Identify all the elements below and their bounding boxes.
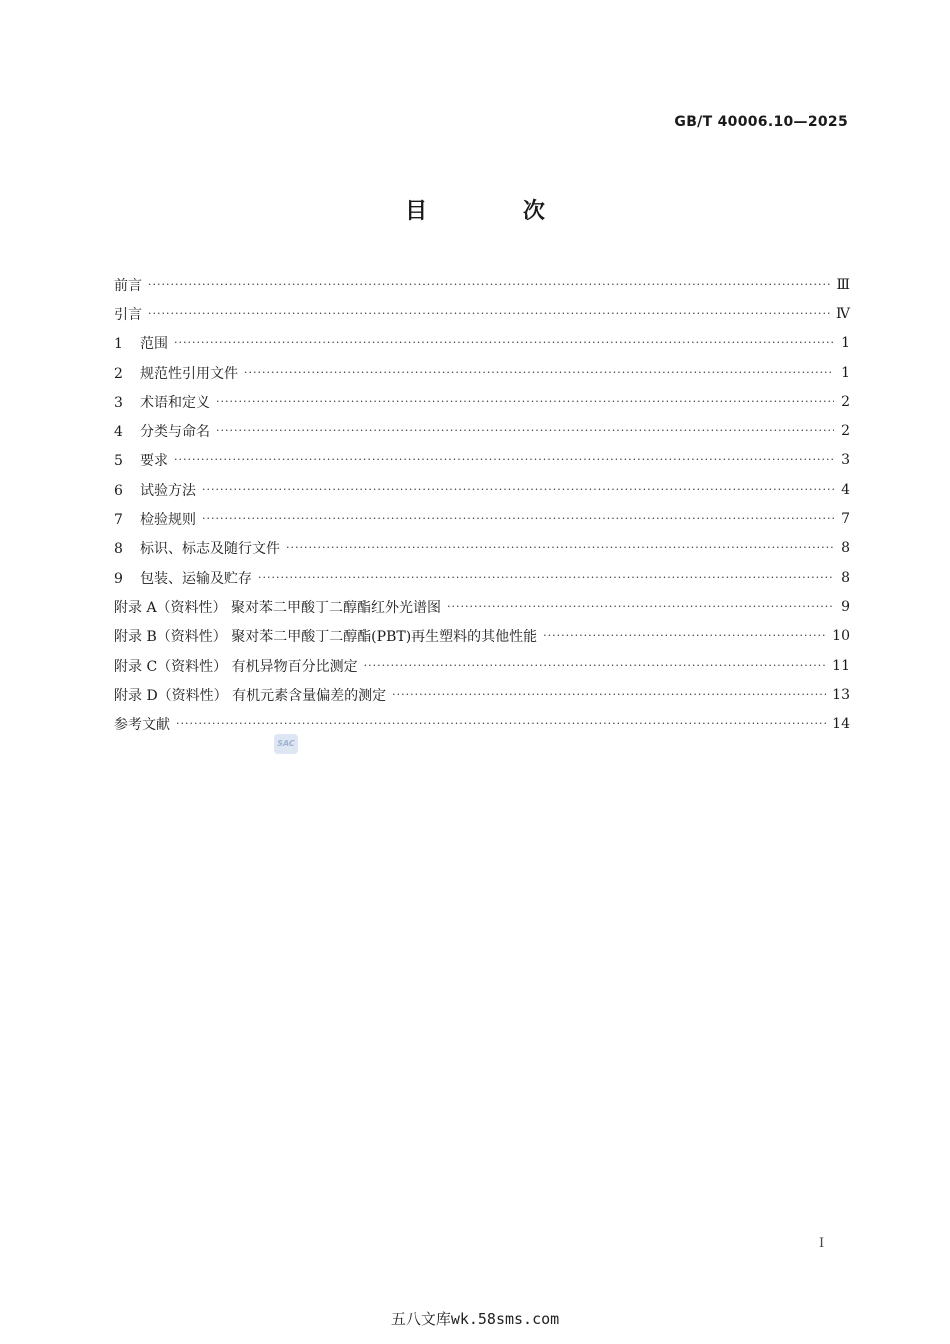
toc-entry-page: 9 <box>841 598 850 615</box>
toc-dot-leader <box>202 483 834 497</box>
toc-entry-text: 附录 C（资料性） 有机异物百分比测定 <box>114 658 358 675</box>
toc-entry-label <box>114 304 148 324</box>
standard-number: GB/T 40006.10—2025 <box>674 114 848 130</box>
toc-entry-page: 8 <box>841 540 850 557</box>
toc-entry-text: 附录 D（资料性） 有机元素含量偏差的测定 <box>114 687 387 704</box>
toc-entry-label <box>114 421 216 441</box>
toc-entry[interactable] <box>114 709 850 738</box>
toc-entry[interactable] <box>114 592 850 621</box>
toc-entry[interactable] <box>114 534 850 563</box>
toc-entry-page: 14 <box>832 716 850 733</box>
toc-entry-page: 2 <box>841 423 850 440</box>
toc-entry-label <box>114 480 202 500</box>
toc-entry-number: 8 <box>114 541 123 558</box>
toc-entry-page: 1 <box>841 364 850 381</box>
toc-dot-leader <box>364 659 827 673</box>
toc-dot-leader <box>258 571 834 585</box>
toc-dot-leader <box>216 424 834 438</box>
toc-entry-page: 7 <box>841 511 850 528</box>
toc-entry-label <box>114 597 447 617</box>
toc-entry-page: 4 <box>841 481 850 498</box>
toc-dot-leader <box>148 278 830 292</box>
toc-entry-page: 13 <box>832 686 850 703</box>
toc-dot-leader <box>202 512 834 526</box>
toc-entry[interactable] <box>114 329 850 358</box>
toc-entry-number: 9 <box>114 570 123 587</box>
toc-entry-number: 1 <box>114 336 123 353</box>
toc-entry-text: 参考文献 <box>114 717 170 734</box>
toc-entry-text: 试验方法 <box>140 482 196 499</box>
toc-entry-label <box>114 450 174 470</box>
toc-entry[interactable] <box>114 299 850 328</box>
toc-entry[interactable] <box>114 416 850 445</box>
toc-entry-page: 2 <box>841 393 850 410</box>
toc-entry-text: 检验规则 <box>140 512 196 529</box>
toc-entry-text: 附录 B（资料性） 聚对苯二甲酸丁二醇酯(PBT)再生塑料的其他性能 <box>114 629 538 646</box>
toc-entry[interactable] <box>114 563 850 592</box>
toc-entry-number: 6 <box>114 482 123 499</box>
toc-entry[interactable] <box>114 680 850 709</box>
toc-dot-leader <box>148 307 830 321</box>
toc-entry-label <box>114 656 364 676</box>
toc-entry-page: 1 <box>841 335 850 352</box>
toc-entry-label <box>114 363 244 383</box>
toc-entry-number: 3 <box>114 394 123 411</box>
toc-dot-leader <box>216 395 834 409</box>
toc-entry-label <box>114 685 392 705</box>
toc-entry-label <box>114 626 543 646</box>
toc-entry-text: 附录 A（资料性） 聚对苯二甲酸丁二醇酯红外光谱图 <box>114 599 442 616</box>
toc-dot-leader <box>174 453 834 467</box>
footer-site-text: 五八文库wk.58sms.com <box>390 1310 560 1328</box>
toc-entry-text: 规范性引用文件 <box>140 365 238 382</box>
toc-dot-leader <box>176 717 826 731</box>
toc-entry-text: 标识、标志及随行文件 <box>140 541 280 558</box>
toc-entry[interactable] <box>114 622 850 651</box>
toc-dot-leader <box>447 600 834 614</box>
toc-entry-label <box>114 538 286 558</box>
toc-entry-label <box>114 275 148 295</box>
toc-entry-label <box>114 392 216 412</box>
toc-entry[interactable] <box>114 270 850 299</box>
toc-entry[interactable] <box>114 504 850 533</box>
toc-entry-text: 引言 <box>114 306 142 323</box>
toc-dot-leader <box>286 541 834 555</box>
sac-watermark-logo: SAC <box>274 734 298 754</box>
toc-dot-leader <box>244 366 834 380</box>
toc-entry-text: 分类与命名 <box>140 424 210 441</box>
toc-entry-page: 10 <box>832 628 850 645</box>
toc-entry-text: 前言 <box>114 277 142 294</box>
toc-entry-label <box>114 509 202 529</box>
toc-entry[interactable] <box>114 475 850 504</box>
toc-entry-number: 2 <box>114 365 123 382</box>
toc-entry-text: 术语和定义 <box>140 394 210 411</box>
toc-title: 目 次 <box>405 199 589 224</box>
toc-entry-number: 5 <box>114 453 123 470</box>
toc-entry[interactable] <box>114 446 850 475</box>
toc-entry-text: 范围 <box>140 336 168 353</box>
toc-entry-page: 8 <box>841 569 850 586</box>
toc-entry-page: Ⅳ <box>836 305 850 322</box>
toc-entry-label <box>114 333 174 353</box>
toc-dot-leader <box>543 629 826 643</box>
toc-entry-page: 11 <box>832 657 850 674</box>
toc-entry-page: 3 <box>841 452 850 469</box>
table-of-contents <box>114 270 850 739</box>
toc-entry-label <box>114 714 176 734</box>
page-number: I <box>819 1236 825 1251</box>
toc-entry[interactable] <box>114 358 850 387</box>
toc-dot-leader <box>392 688 826 702</box>
toc-entry-label <box>114 568 258 588</box>
toc-dot-leader <box>174 336 834 350</box>
toc-entry[interactable] <box>114 387 850 416</box>
toc-entry-text: 包装、运输及贮存 <box>140 570 252 587</box>
toc-entry-number: 4 <box>114 424 123 441</box>
toc-entry-text: 要求 <box>140 453 168 470</box>
toc-entry[interactable] <box>114 651 850 680</box>
toc-entry-number: 7 <box>114 512 123 529</box>
toc-entry-page: Ⅲ <box>836 276 850 293</box>
